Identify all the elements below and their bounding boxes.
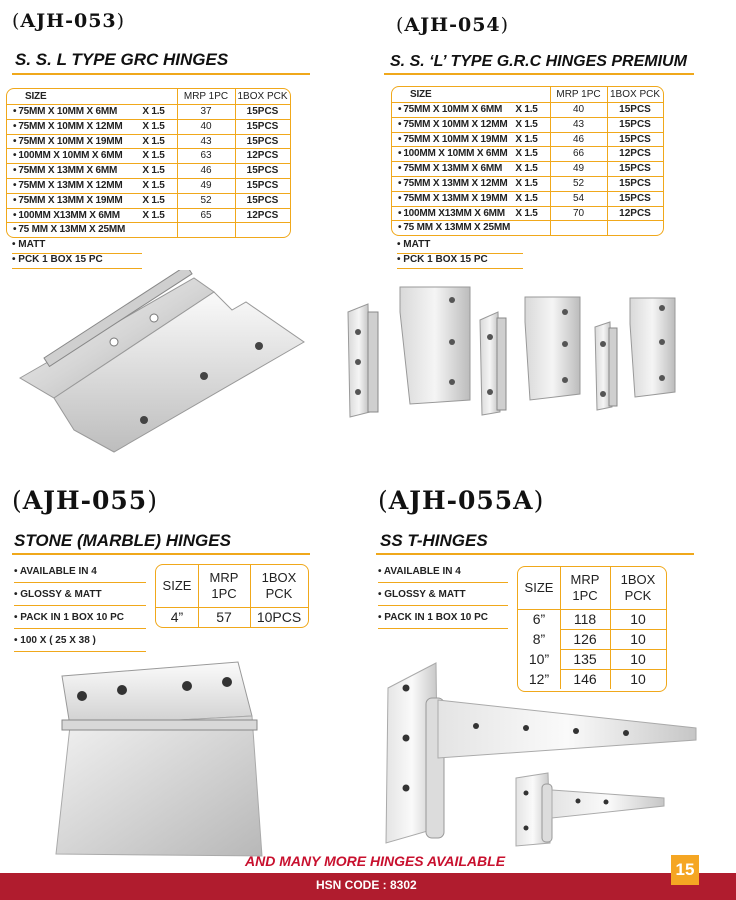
title-underline xyxy=(384,73,694,75)
table-header-cell xyxy=(156,565,198,607)
feature-text: GLOSSY & MATT xyxy=(384,589,466,600)
size-cell xyxy=(7,195,177,206)
size-dimension: 75MM X 10MM X 6MM xyxy=(18,106,118,117)
size-gauge: X 1.5 xyxy=(515,207,538,219)
mrp-cell: 52 xyxy=(200,194,212,206)
size-price-table-ajh-054 xyxy=(391,86,664,236)
size-cell xyxy=(392,178,550,189)
size-dimension: 75MM X 13MM X 19MM xyxy=(18,194,123,206)
size-dimension: 75 MM X 13MM X 25MM xyxy=(18,224,126,236)
size-cell: 4” xyxy=(170,609,184,625)
row-divider xyxy=(560,649,666,650)
mrp-cell: 52 xyxy=(572,178,585,189)
header-text: MRP xyxy=(570,572,600,587)
size-dimension: 75MM X 10MM X 12MM xyxy=(403,118,508,130)
feature-text: 100 X ( 25 X 38 ) xyxy=(20,635,96,646)
box-qty-cell: 15PCS xyxy=(246,165,279,177)
size-dimension: 75MM X 13MM X 12MM xyxy=(403,178,508,189)
table-header-cell xyxy=(560,567,610,609)
table-row xyxy=(392,161,663,176)
row-divider xyxy=(392,146,663,147)
bullet-icon: • xyxy=(398,163,402,175)
bullet-icon: • xyxy=(13,180,17,191)
size-dimension: 75MM X 10MM X 12MM xyxy=(18,120,123,132)
size-cell: 10” xyxy=(528,651,550,667)
mrp-cell: 66 xyxy=(572,148,585,160)
col-box-header: 1BOX PCK xyxy=(609,89,661,100)
table-row xyxy=(392,206,663,221)
size-dimension: 75MM X 13MM X 6MM xyxy=(18,165,118,177)
header-text: PCK xyxy=(265,586,293,601)
bullet-icon: • xyxy=(13,165,17,177)
table-row xyxy=(7,178,290,193)
size-dimension: 75MM X 13MM X 6MM xyxy=(403,163,503,175)
bullet-icon: • xyxy=(13,209,17,221)
feature-text: PACK IN 1 BOX 10 PC xyxy=(20,612,125,623)
box-qty-cell: 15PCS xyxy=(619,192,651,204)
size-dimension: 75MM X 10MM X 19MM xyxy=(18,135,123,147)
header-text: 1BOX xyxy=(620,572,656,587)
bullet-icon: • xyxy=(14,589,21,600)
mrp-cell: 54 xyxy=(572,192,585,204)
size-cell xyxy=(392,222,550,233)
mrp-cell: 135 xyxy=(573,651,597,667)
size-cell xyxy=(7,180,177,191)
row-divider xyxy=(7,148,290,149)
size-gauge: X 1.5 xyxy=(515,163,538,175)
mrp-cell: 46 xyxy=(572,133,585,145)
column-divider xyxy=(250,565,251,627)
note-item xyxy=(12,239,45,250)
row-divider xyxy=(560,629,666,630)
box-cell: 10 xyxy=(630,611,646,627)
table-row xyxy=(7,222,290,237)
box-qty-cell: 15PCS xyxy=(619,104,651,115)
column-divider xyxy=(198,565,199,627)
feature-bullet xyxy=(378,589,466,600)
mrp-cell: 40 xyxy=(200,120,212,132)
box-qty-cell: 15PCS xyxy=(246,106,279,117)
box-qty-cell: 15PCS xyxy=(619,178,651,189)
bullet-icon: • xyxy=(12,254,19,265)
table-row xyxy=(392,146,663,161)
note-underline xyxy=(397,268,523,269)
mrp-cell: 65 xyxy=(200,209,212,221)
feature-bullet xyxy=(14,589,102,600)
feature-text: PACK IN 1 BOX 10 PC xyxy=(384,612,489,623)
mrp-cell: 49 xyxy=(572,163,585,175)
bullet-icon: • xyxy=(397,254,404,265)
size-cell xyxy=(392,193,550,204)
size-cell xyxy=(7,210,177,221)
size-gauge: X 1.5 xyxy=(515,104,538,115)
hsn-code: HSN CODE : 8302 xyxy=(316,878,417,892)
bullet-icon: • xyxy=(398,133,402,145)
box-qty-cell: 12PCS xyxy=(246,209,279,221)
table-header-cell xyxy=(198,565,250,607)
note-underline xyxy=(12,268,142,269)
title-underline xyxy=(376,553,694,555)
table-row xyxy=(7,208,290,223)
bullet-icon: • xyxy=(378,612,385,623)
bullet-icon: • xyxy=(398,222,402,234)
row-divider xyxy=(392,117,663,118)
size-gauge: X 1.5 xyxy=(515,118,538,130)
box-qty-cell: 12PCS xyxy=(619,148,651,160)
table-row xyxy=(392,102,663,117)
table-row xyxy=(7,163,290,178)
mrp-cell: 126 xyxy=(573,631,597,647)
bullet-underline xyxy=(378,628,508,629)
page-number-badge: 15 xyxy=(671,855,699,885)
header-text: PCK xyxy=(624,588,652,603)
mrp-cell: 43 xyxy=(200,135,212,147)
box-cell: 10PCS xyxy=(256,609,302,625)
size-gauge: X 1.5 xyxy=(515,148,538,160)
mrp-cell: 146 xyxy=(573,671,597,687)
size-gauge: X 1.5 xyxy=(515,192,538,204)
premium-l-hinges-image xyxy=(340,282,680,422)
mrp-cell: 63 xyxy=(200,150,212,162)
bullet-underline xyxy=(14,582,146,583)
header-text: MRP xyxy=(209,570,239,585)
col-box-header: 1BOX PCK xyxy=(237,91,288,102)
bullet-icon: • xyxy=(398,104,402,115)
bullet-icon: • xyxy=(12,239,19,250)
mrp-cell: 70 xyxy=(572,207,585,219)
table-row xyxy=(7,119,290,134)
title-underline xyxy=(12,553,310,555)
table-header-cell xyxy=(250,565,308,607)
mrp-cell: 49 xyxy=(200,180,212,191)
table-row xyxy=(7,193,290,208)
row-divider xyxy=(392,102,663,103)
table-header-row xyxy=(7,89,290,104)
row-divider xyxy=(7,119,290,120)
size-cell xyxy=(392,163,550,174)
table-header-cell xyxy=(610,567,666,609)
bullet-icon: • xyxy=(13,135,17,147)
mrp-cell: 57 xyxy=(216,609,232,625)
t-hinge-image xyxy=(366,658,706,850)
product-title-ajh-055a: SS T-HINGES xyxy=(380,531,488,550)
feature-bullet xyxy=(378,566,461,577)
note-item xyxy=(397,239,430,250)
col-size-header: SIZE xyxy=(410,89,432,100)
box-cell: 10 xyxy=(630,651,646,667)
product-code-ajh-054: (AJH-054) xyxy=(396,14,510,36)
row-divider xyxy=(7,193,290,194)
header-text: SIZE xyxy=(524,580,554,595)
col-mrp-header: MRP 1PC xyxy=(183,91,229,102)
header-text: 1PC xyxy=(211,586,237,601)
product-title-ajh-054: S. S. ‘L’ TYPE G.R.C HINGES PREMIUM xyxy=(390,53,687,70)
bullet-underline xyxy=(14,651,146,652)
stone-marble-hinge-image xyxy=(52,656,264,861)
bullet-icon: • xyxy=(398,207,402,219)
row-divider xyxy=(7,208,290,209)
size-dimension: 75MM X 10MM X 19MM xyxy=(403,133,508,145)
size-dimension: 75MM X 10MM X 6MM xyxy=(403,104,503,115)
bullet-icon: • xyxy=(14,566,20,577)
bullet-icon: • xyxy=(14,635,21,646)
size-price-table-ajh-053 xyxy=(6,88,291,238)
size-cell: 6” xyxy=(532,611,546,627)
size-cell xyxy=(7,106,177,117)
row-divider xyxy=(392,191,663,192)
size-cell xyxy=(7,121,177,132)
size-gauge: X 1.5 xyxy=(142,180,165,191)
size-cell: 8” xyxy=(532,631,546,647)
box-qty-cell: 15PCS xyxy=(246,194,279,206)
size-gauge: X 1.5 xyxy=(142,106,165,117)
box-cell: 10 xyxy=(630,671,646,687)
table-row xyxy=(7,148,290,163)
size-cell xyxy=(392,134,550,145)
l-type-hinge-image xyxy=(14,270,314,460)
feature-text: AVAILABLE IN 4 xyxy=(19,566,97,577)
title-underline xyxy=(12,73,310,75)
feature-text: GLOSSY & MATT xyxy=(20,589,102,600)
row-divider xyxy=(7,163,290,164)
size-cell xyxy=(7,150,177,161)
row-divider xyxy=(7,222,290,223)
size-dimension: 100MM X13MM X 6MM xyxy=(18,209,120,221)
bullet-icon: • xyxy=(378,566,384,577)
size-gauge: X 1.5 xyxy=(142,194,165,206)
row-divider xyxy=(392,220,663,221)
box-qty-cell: 15PCS xyxy=(246,180,279,191)
bullet-underline xyxy=(14,628,146,629)
table-row xyxy=(7,104,290,119)
bullet-icon: • xyxy=(13,150,17,162)
row-divider xyxy=(392,132,663,133)
product-title-ajh-053: S. S. L TYPE GRC HINGES xyxy=(15,50,229,69)
note-text: MATT xyxy=(403,239,431,250)
size-gauge: X 1.5 xyxy=(142,209,165,221)
bullet-underline xyxy=(14,605,146,606)
table-row xyxy=(392,220,663,235)
size-cell xyxy=(7,224,177,235)
row-divider xyxy=(392,161,663,162)
size-cell xyxy=(392,104,550,115)
note-item xyxy=(12,254,103,265)
box-qty-cell: 15PCS xyxy=(246,120,279,132)
box-qty-cell: 15PCS xyxy=(246,135,279,147)
product-title-ajh-055: STONE (MARBLE) HINGES xyxy=(14,531,231,550)
box-qty-cell: 12PCS xyxy=(619,207,651,219)
size-gauge: X 1.5 xyxy=(142,150,165,162)
bullet-icon: • xyxy=(397,239,404,250)
size-dimension: 75MM X 13MM X 19MM xyxy=(403,192,508,204)
table-header-cell xyxy=(518,567,560,609)
note-item xyxy=(397,254,488,265)
col-size-header: SIZE xyxy=(25,91,47,102)
mrp-cell: 37 xyxy=(200,106,212,117)
row-divider xyxy=(7,134,290,135)
header-text: 1PC xyxy=(572,588,598,603)
more-hinges-banner: AND MANY MORE HINGES AVAILABLE xyxy=(245,853,506,869)
feature-bullet xyxy=(14,635,96,646)
feature-bullet xyxy=(14,612,124,623)
note-text: PCK 1 BOX 15 PC xyxy=(403,254,488,265)
row-divider xyxy=(7,178,290,179)
size-dimension: 100MM X13MM X 6MM xyxy=(403,207,505,219)
bullet-icon: • xyxy=(398,178,402,189)
size-dimension: 75MM X 13MM X 12MM xyxy=(18,180,123,191)
note-text: MATT xyxy=(18,239,46,250)
table-row xyxy=(7,134,290,149)
bullet-icon: • xyxy=(13,106,17,117)
size-gauge: X 1.5 xyxy=(515,133,538,145)
bullet-underline xyxy=(378,605,508,606)
size-cell xyxy=(392,208,550,219)
size-cell xyxy=(7,136,177,147)
bullet-icon: • xyxy=(398,148,402,160)
bullet-icon: • xyxy=(13,224,17,236)
box-qty-cell: 12PCS xyxy=(246,150,279,162)
size-cell: 12” xyxy=(528,671,550,687)
box-qty-cell: 15PCS xyxy=(619,133,651,145)
box-qty-cell: 15PCS xyxy=(619,163,651,175)
bullet-underline xyxy=(378,582,508,583)
table-row xyxy=(392,132,663,147)
bullet-icon: • xyxy=(398,118,402,130)
bullet-icon: • xyxy=(14,612,21,623)
note-text: PCK 1 BOX 15 PC xyxy=(18,254,103,265)
row-divider xyxy=(392,176,663,177)
mrp-cell: 46 xyxy=(200,165,212,177)
header-text: SIZE xyxy=(162,578,192,593)
size-gauge: X 1.5 xyxy=(515,178,538,189)
size-dimension: 100MM X 10MM X 6MM xyxy=(18,150,123,162)
table-row xyxy=(392,117,663,132)
size-cell xyxy=(7,165,177,176)
feature-bullet xyxy=(378,612,488,623)
size-gauge: X 1.5 xyxy=(142,165,165,177)
feature-text: AVAILABLE IN 4 xyxy=(383,566,461,577)
size-dimension: 75 MM X 13MM X 25MM xyxy=(403,222,511,234)
table-header-row xyxy=(392,87,663,102)
size-gauge: X 1.5 xyxy=(142,120,165,132)
header-text: 1BOX xyxy=(261,570,297,585)
size-gauge: X 1.5 xyxy=(142,135,165,147)
table-row xyxy=(392,191,663,206)
box-qty-cell: 15PCS xyxy=(619,118,651,130)
table-row xyxy=(392,176,663,191)
size-cell xyxy=(392,148,550,159)
mrp-cell: 40 xyxy=(572,104,585,115)
size-dimension: 100MM X 10MM X 6MM xyxy=(403,148,508,160)
mrp-cell: 43 xyxy=(572,118,585,130)
feature-bullet xyxy=(14,566,97,577)
size-cell xyxy=(392,119,550,130)
col-mrp-header: MRP 1PC xyxy=(556,89,601,100)
mrp-cell: 118 xyxy=(573,611,597,627)
product-code-ajh-053: (AJH-053) xyxy=(12,10,126,32)
product-code-ajh-055: (AJH-055) xyxy=(12,486,158,515)
row-divider xyxy=(7,104,290,105)
bullet-icon: • xyxy=(398,192,402,204)
box-cell: 10 xyxy=(630,631,646,647)
product-code-ajh-055a: (AJH-055A) xyxy=(378,486,545,515)
row-divider xyxy=(392,206,663,207)
bullet-icon: • xyxy=(13,194,17,206)
bullet-icon: • xyxy=(13,120,17,132)
bullet-icon: • xyxy=(378,589,385,600)
size-price-table-ajh-055 xyxy=(155,564,309,628)
